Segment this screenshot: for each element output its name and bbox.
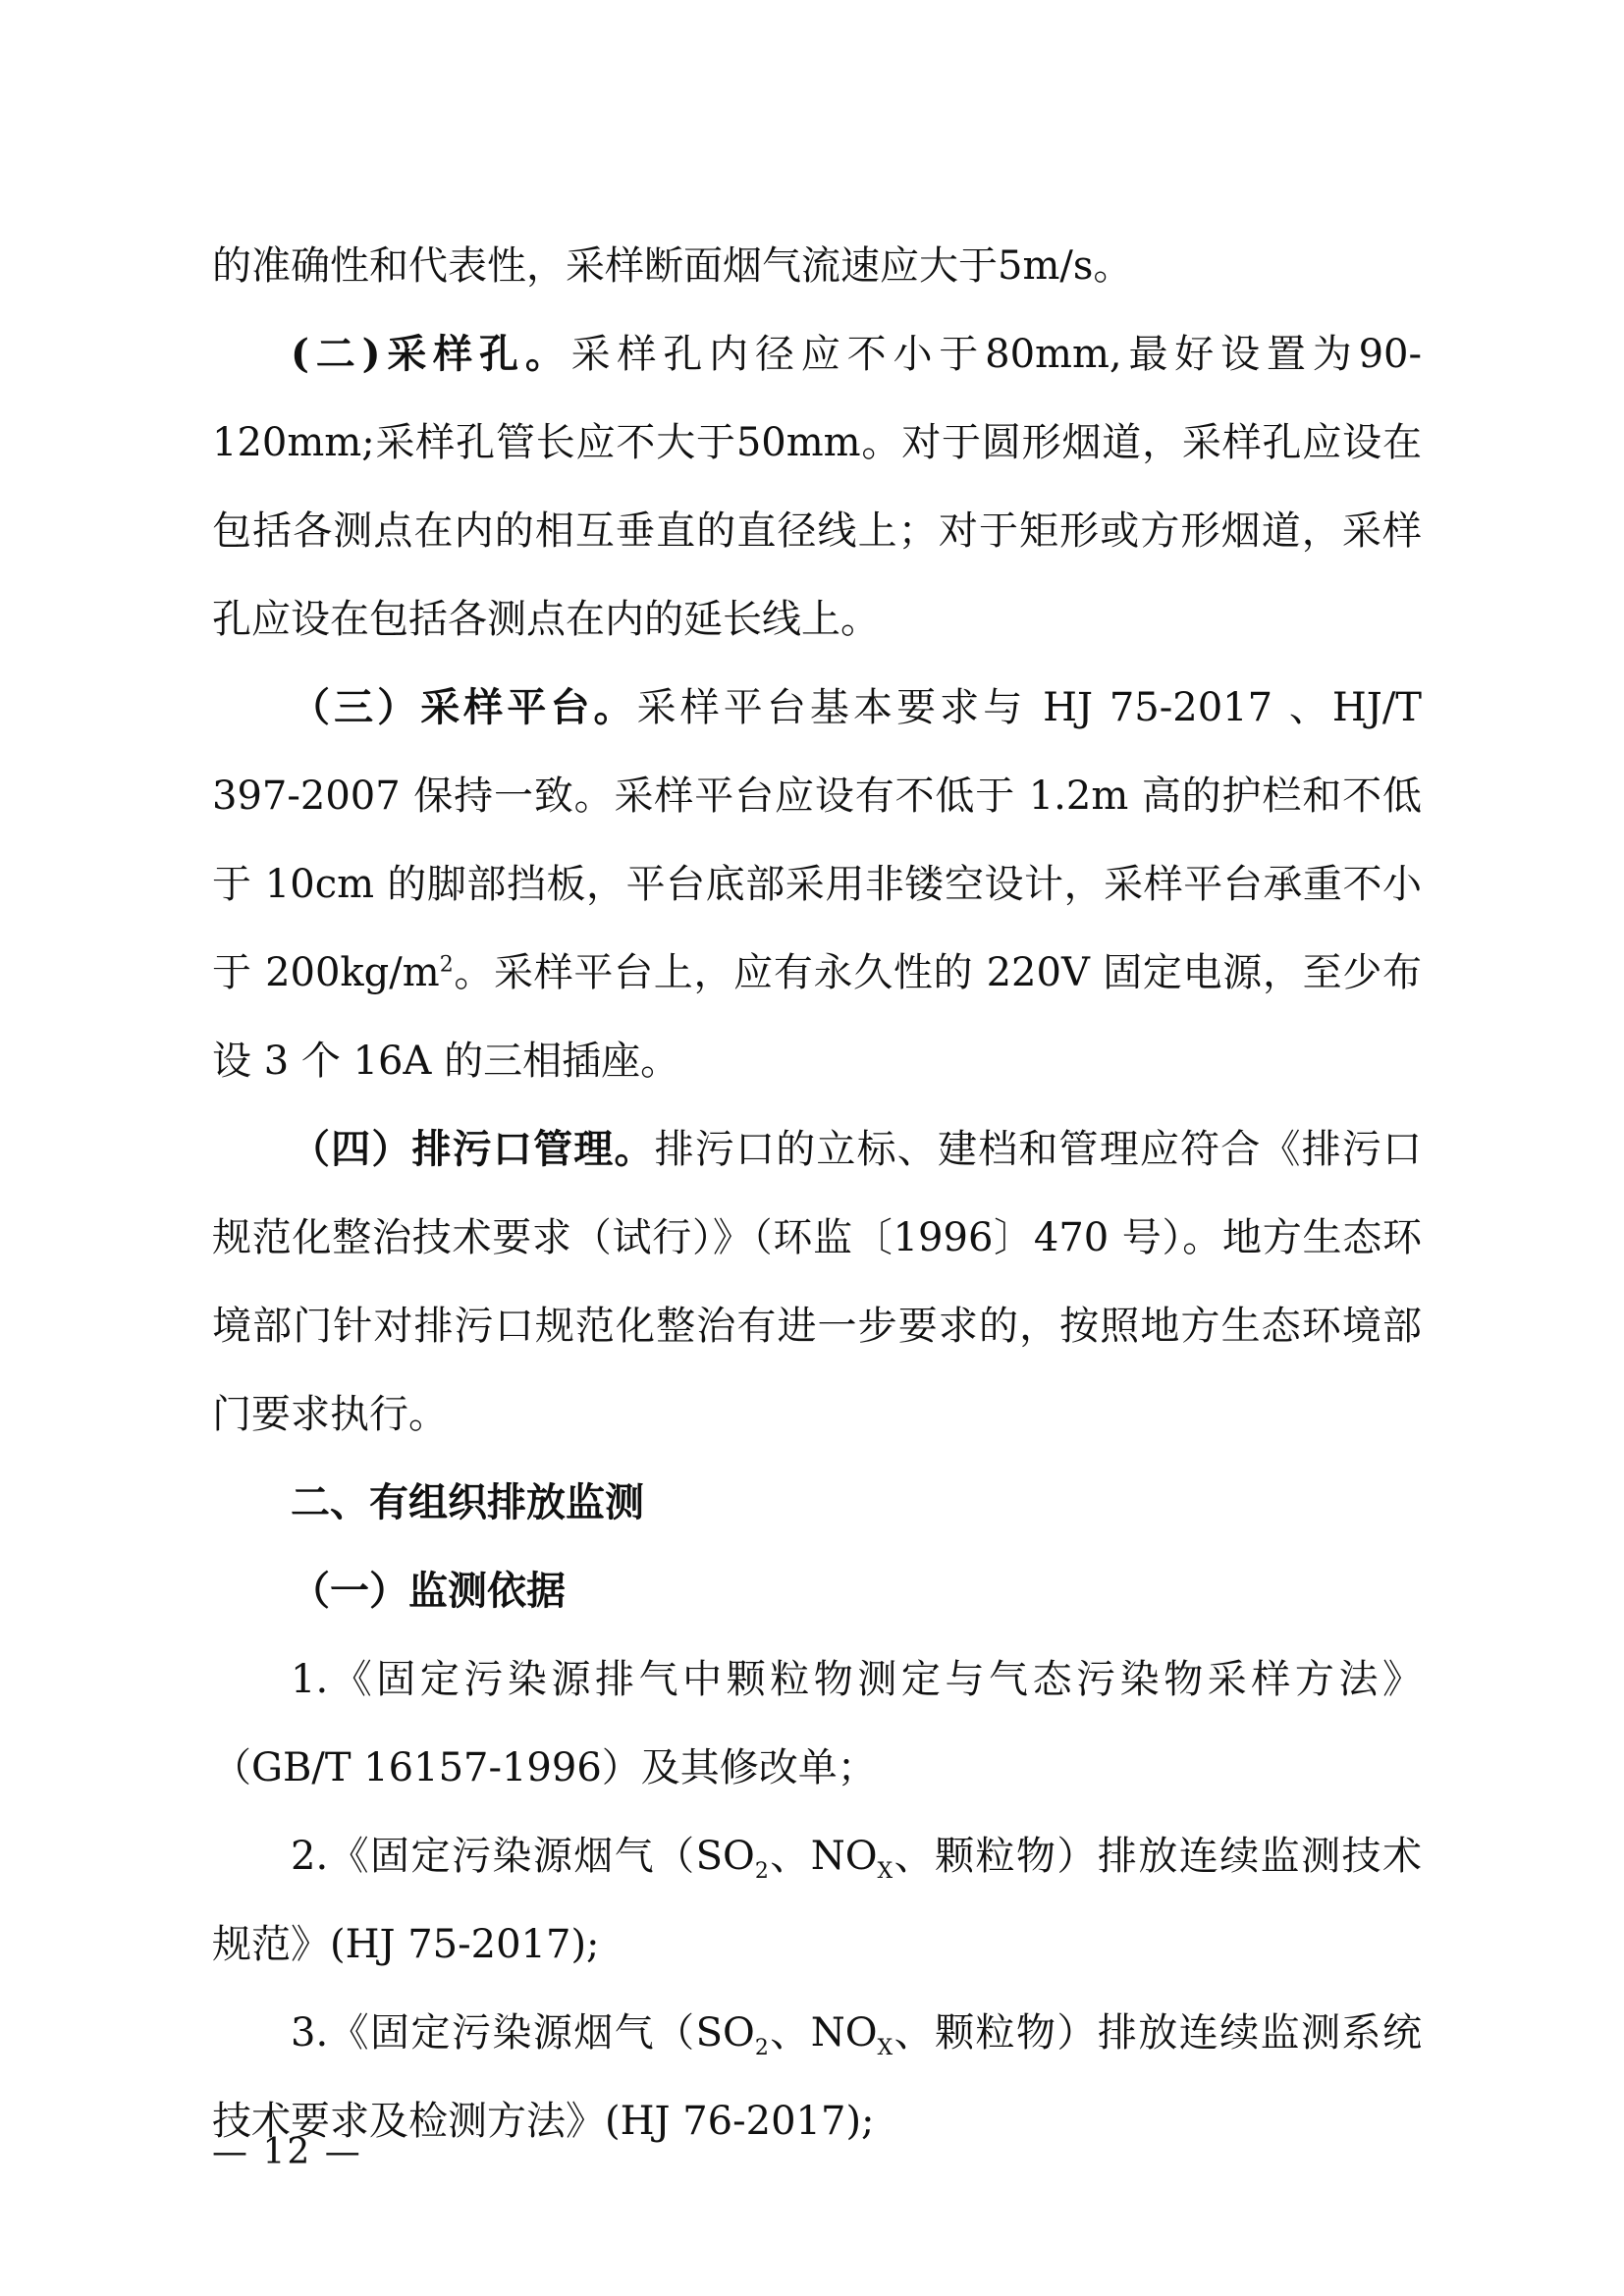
reference-item-2 [212,1812,1422,1989]
reference-item-3 [212,1989,1422,2165]
reference-text: 3.《固定污染源烟气（SO [291,2010,755,2056]
reference-text: 2.《固定污染源烟气（SO [291,1834,755,1879]
paragraph-continuation [212,222,1422,310]
paragraph-sampling-hole [212,310,1422,664]
heading-organized-emission-monitoring: 二、有组织排放监测 [291,1480,644,1525]
unit-superscript: 2 [439,952,454,978]
page-number: — 12 — [212,2132,362,2172]
subscript: 2 [754,2036,769,2060]
reference-text: 、NO [768,2010,878,2056]
paragraph-text: 的准确性和代表性，采样断面烟气流速应大于5m/s。 [212,243,1133,289]
reference-text: 、颗粒物）排放连续监测技术规范》(HJ 75-2017); [212,1834,1422,1967]
reference-text: 1.《固定污染源排气中颗粒物测定与气态污染物采样方法》（GB/T 16157-1996）及其修改单； [212,1657,1422,1790]
reference-text: 、NO [768,1834,878,1879]
paragraph-text: 排污口的立标、建档和管理应符合《排污口规范化整治技术要求（试行）》（环监〔1996〕470 号）。地方生态环境部门针对排污口规范化整治有进一步要求的，按照地方生态环境部门要求执行。 [212,1127,1423,1437]
paragraph-text: 采样平台基本要求与 HJ 75-2017 、HJ/T 397-2007 保持一致。采样平台应设有不低于 1.2m 高的护栏和不低于 10cm 的脚部挡板，平台底部采用非镂空设计，采样平台承重不小于 200kg/m [212,685,1422,995]
paragraph-text: 采样孔内径应不小于80mm,最好设置为90-120mm;采样孔管长应不大于50mm。对于圆形烟道，采样孔应设在包括各测点在内的相互垂直的直径线上；对于矩形或方形烟道，采样孔应设在包括各测点在内的延长线上。 [212,332,1423,642]
subscript: 2 [754,1859,769,1884]
subscript: X [877,2036,893,2060]
document-body [212,222,1422,2165]
paragraph-outlet-management [212,1105,1422,1459]
reference-text: 、颗粒物）排放连续监测系统技术要求及检测方法》(HJ 76-2017); [212,2010,1422,2144]
section-lead-sampling-platform: （三）采样平台。 [291,684,637,730]
paragraph-sampling-platform [212,664,1422,1105]
subscript: X [877,1859,893,1884]
section-lead-sampling-hole: (二)采样孔。 [291,331,571,377]
paragraph-text: 。采样平台上，应有永久性的 220V 固定电源，至少布设 3 个 16A 的三相插座。 [212,950,1423,1084]
section-lead-outlet-management: （四）排污口管理。 [291,1126,655,1172]
subheading-monitoring-basis: （一）监测依据 [291,1568,566,1614]
reference-item-1 [212,1635,1422,1812]
